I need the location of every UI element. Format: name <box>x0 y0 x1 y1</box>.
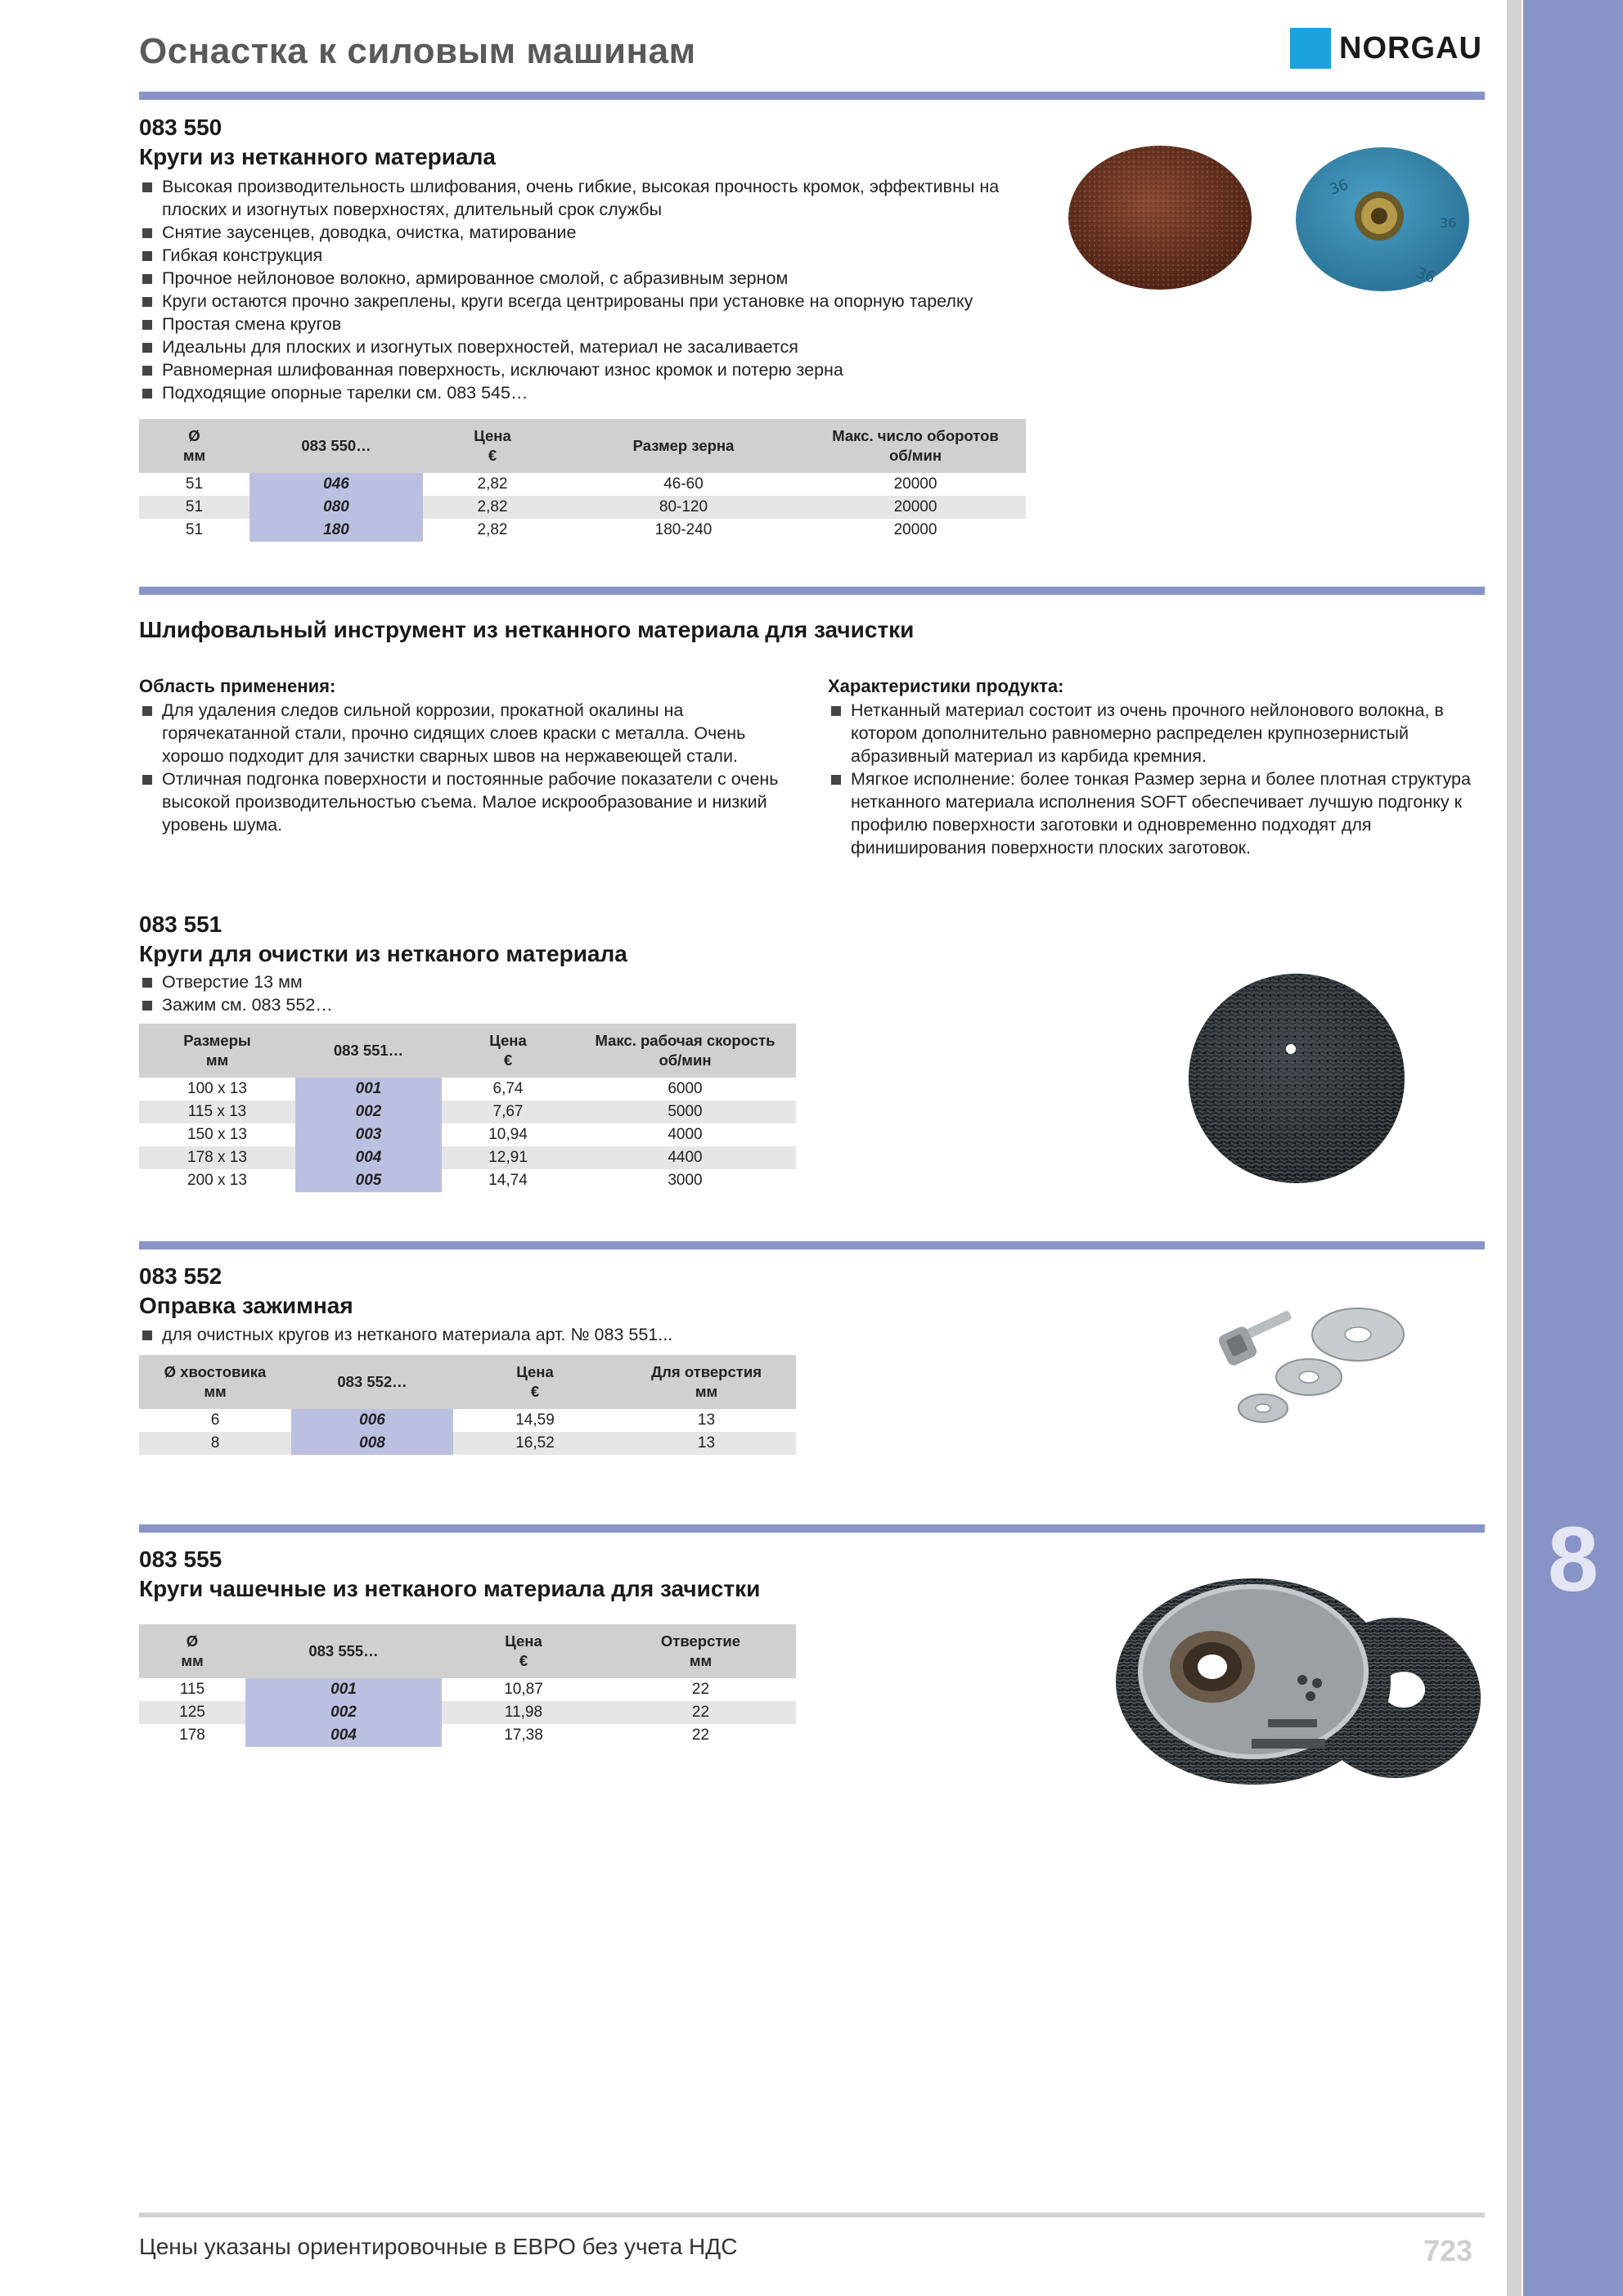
logo-square-icon <box>1290 28 1331 69</box>
list-item: Высокая производительность шлифования, очень гибкие, высокая прочность кромок, эффективны на плоских и изогнутых поверхностях, длительный срок службы <box>139 175 1031 221</box>
table-header-cell: Размер зерна <box>562 419 805 473</box>
list-item: Круги остаются прочно закреплены, круги всегда центрированы при установке на опорную тарелку <box>139 290 1031 313</box>
article-code[interactable]: 080 <box>250 496 423 519</box>
article-code[interactable]: 001 <box>295 1078 442 1101</box>
table-header-cell: 083 555… <box>245 1624 442 1678</box>
brown-disc-image <box>1063 146 1260 293</box>
section-title: Шлифовальный инструмент из нетканного материала для зачистки <box>139 617 915 642</box>
table-row: 51 080 2,82 80-120 20000 <box>139 496 1026 519</box>
svg-text:36: 36 <box>1414 263 1437 287</box>
article-number: 083 555 <box>139 1546 223 1572</box>
table-row: 115 x 13 002 7,67 5000 <box>139 1101 796 1123</box>
table-row: 125 002 11,98 22 <box>139 1701 796 1724</box>
list-item: Идеальны для плоских и изогнутых поверхностей, материал не засаливается <box>139 335 1031 358</box>
feature-list <box>139 175 1031 404</box>
black-cleaning-disc-image <box>1178 966 1423 1195</box>
spec-table <box>139 419 1026 542</box>
section-title: Оправка зажимная <box>139 1293 353 1318</box>
article-code[interactable]: 004 <box>245 1724 442 1747</box>
table-row: 6 006 14,59 13 <box>139 1409 796 1432</box>
list-item: Для удаления следов сильной коррозии, прокатной окалины на горячекатанной стали, прочно сидящих слоев краски с металла. Очень хорошо подходит для зачистки сварных швов на нержавеющей стали. <box>139 699 794 768</box>
article-code[interactable]: 004 <box>295 1146 442 1169</box>
table-row: 8 008 16,52 13 <box>139 1432 796 1455</box>
section-rule <box>139 587 1485 595</box>
table-row: 100 x 13 001 6,74 6000 <box>139 1078 796 1101</box>
table-header-cell: Размеры мм <box>139 1024 295 1078</box>
list-item: Равномерная шлифованная поверхность, исключают износ кромок и потерю зерна <box>139 358 1031 381</box>
article-code[interactable]: 002 <box>295 1101 442 1123</box>
table-header-cell: 083 550… <box>250 419 423 473</box>
article-number: 083 551 <box>139 912 223 937</box>
feature-list <box>139 1323 794 1346</box>
article-code[interactable]: 008 <box>291 1432 453 1455</box>
table-header-cell: Отверстие мм <box>605 1624 796 1678</box>
table-header-cell: Макс. число оборотов об/мин <box>805 419 1026 473</box>
article-number: 083 552 <box>139 1263 223 1289</box>
svg-text:36: 36 <box>1440 215 1457 231</box>
feature-list <box>139 970 794 1016</box>
table-row: 178 004 17,38 22 <box>139 1724 796 1747</box>
list-item: Нетканный материал состоит из очень прочного нейлонового волокна, в котором дополнительно равномерно распределен крупнозернистый абразивный материал из карбида кремния. <box>828 699 1489 768</box>
list-item: Гибкая конструкция <box>139 244 1031 267</box>
section-title: Круги для очистки из нетканого материала <box>139 941 627 966</box>
table-header-cell: Ø мм <box>139 419 250 473</box>
article-code[interactable]: 001 <box>245 1678 442 1701</box>
footer-rule <box>139 2213 1485 2217</box>
table-header-cell: Цена € <box>423 419 562 473</box>
article-code[interactable]: 180 <box>250 519 423 542</box>
list-item: Подходящие опорные тарелки см. 083 545… <box>139 381 1031 404</box>
cup-discs-image <box>1113 1575 1489 1788</box>
table-header-cell: Макс. рабочая скорость об/мин <box>574 1024 796 1078</box>
blue-disc-image <box>1293 146 1472 298</box>
section-rule <box>139 1241 1485 1249</box>
table-row: 178 x 13 004 12,91 4400 <box>139 1146 796 1169</box>
list-item: Прочное нейлоновое волокно, армированное смолой, с абразивным зерном <box>139 267 1031 290</box>
article-code[interactable]: 002 <box>245 1701 442 1724</box>
page-title: Оснастка к силовым машинам <box>139 31 696 71</box>
mandrel-washers-image <box>1211 1289 1440 1436</box>
table-header-cell: Цена € <box>442 1024 574 1078</box>
chapter-number: 8 <box>1547 1508 1599 1610</box>
column-heading: Область применения: <box>139 676 336 696</box>
article-code[interactable]: 046 <box>250 473 423 496</box>
list-item: Зажим см. 083 552… <box>139 993 794 1016</box>
characteristics-list <box>828 699 1489 859</box>
table-row: 115 001 10,87 22 <box>139 1678 796 1701</box>
article-code[interactable]: 006 <box>291 1409 453 1432</box>
table-header-cell: Цена € <box>453 1355 617 1409</box>
application-list <box>139 699 794 836</box>
table-header-cell: Ø хвостовика мм <box>139 1355 291 1409</box>
logo-text: NORGAU <box>1339 30 1482 65</box>
section-title: Круги чашечные из нетканого материала для зачистки <box>139 1576 761 1601</box>
brand-logo <box>1290 28 1482 69</box>
table-row: 150 x 13 003 10,94 4000 <box>139 1123 796 1146</box>
list-item: Мягкое исполнение: более тонкая Размер зерна и более плотная структура нетканного материала исполнения SOFT обеспечивает лучшую подгонку к профилю поверхности заготовки и одновременно подходят для финиширования поверхности плоских заготовок. <box>828 768 1489 859</box>
spec-table <box>139 1024 796 1192</box>
column-heading: Характеристики продукта: <box>828 676 1064 696</box>
table-header-cell: 083 551… <box>295 1024 442 1078</box>
article-code[interactable]: 005 <box>295 1169 442 1192</box>
list-item: для очистных кругов из нетканого материала арт. № 083 551... <box>139 1323 794 1346</box>
section-rule <box>139 92 1485 100</box>
table-header-cell: Цена € <box>442 1624 605 1678</box>
svg-text:36: 36 <box>1327 176 1351 199</box>
chapter-band <box>1523 0 1623 2296</box>
section-title: Круги из нетканного материала <box>139 144 496 169</box>
table-header-cell: Для отверстия мм <box>617 1355 796 1409</box>
list-item: Отверстие 13 мм <box>139 970 794 993</box>
table-header-cell: Ø мм <box>139 1624 245 1678</box>
article-number: 083 550 <box>139 115 223 140</box>
table-row: 51 046 2,82 46-60 20000 <box>139 473 1026 496</box>
spec-table <box>139 1355 796 1455</box>
section-rule <box>139 1524 1485 1533</box>
page-number: 723 <box>1423 2234 1473 2267</box>
footer-note: Цены указаны ориентировочные в ЕВРО без учета НДС <box>139 2234 738 2259</box>
article-code[interactable]: 003 <box>295 1123 442 1146</box>
table-header-cell: 083 552… <box>291 1355 453 1409</box>
list-item: Простая смена кругов <box>139 313 1031 335</box>
side-divider <box>1507 0 1522 2296</box>
table-row: 200 x 13 005 14,74 3000 <box>139 1169 796 1192</box>
spec-table <box>139 1624 796 1747</box>
table-row: 51 180 2,82 180-240 20000 <box>139 519 1026 542</box>
list-item: Снятие заусенцев, доводка, очистка, матирование <box>139 221 1031 244</box>
list-item: Отличная подгонка поверхности и постоянные рабочие показатели с очень высокой производительностью съема. Малое искрообразование и низкий уровень шума. <box>139 768 794 836</box>
